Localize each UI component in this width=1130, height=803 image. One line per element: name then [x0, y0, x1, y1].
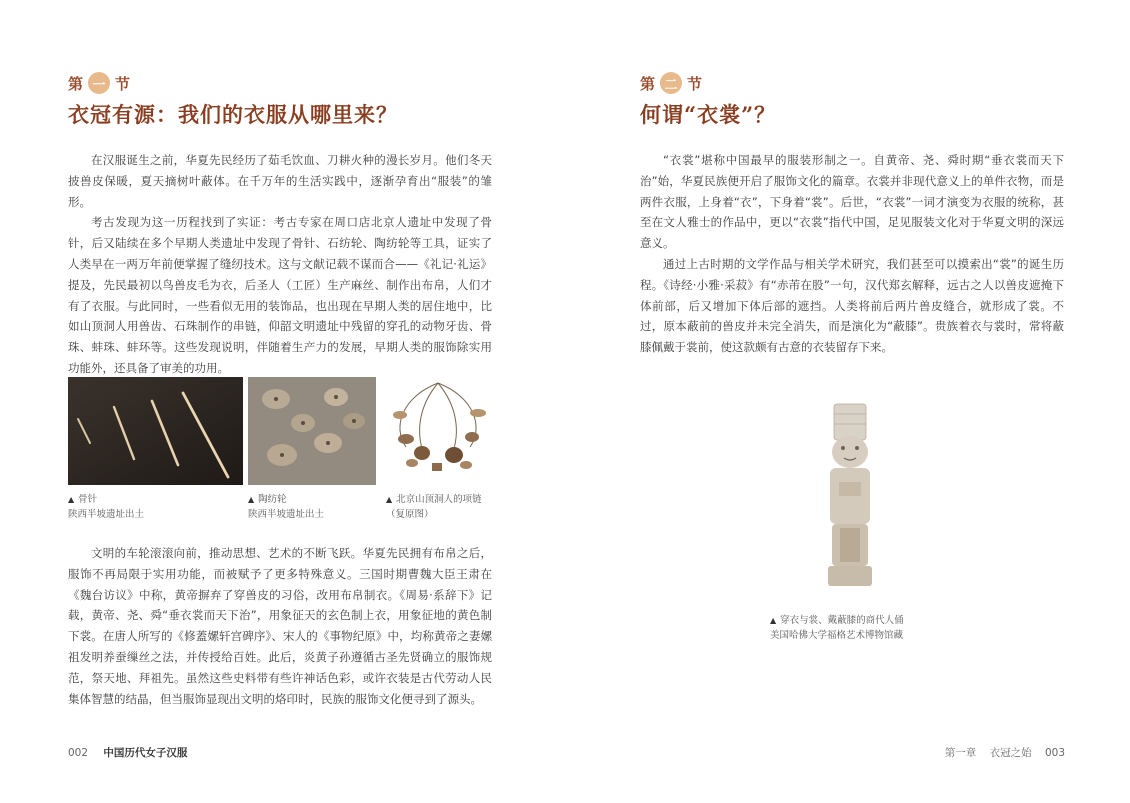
page-number: 003 — [1044, 747, 1065, 759]
caption-marker-icon: ▲ — [386, 495, 393, 504]
right-page — [565, 0, 1130, 803]
paragraph: 文明的车轮滚滚向前，推动思想、艺术的不断飞跃。华夏先民拥有布帛之后，服饰不再局限于实用功能，而被赋予了更多特殊意义。三国时期曹魏大臣王肃在《魏台访议》中称，黄帝摒弃了穿兽皮的习俗，改用布帛制衣。《周易·系辞下》记载，黄帝、尧、舜“垂衣裳而天下治”，用象征天的玄色制上衣，用象征地的黄色制下裳。在唐人所写的《修蓋嫘轩宫碑序》、宋人的《事物纪原》中，均称黄帝之妻嫘祖发明养蚕缫丝之法，并传授给百姓。此后，炎黄子孙遵循古圣先贤确立的服饰规范，祭天地、拜祖先。虽然这些史料带有些许神话色彩，或许衣装是古代劳动人民集体智慧的结晶，但当服饰显现出文明的烙印时，民族的服饰文化便寻到了源头。 — [68, 546, 492, 706]
section-prefix: 第 — [68, 74, 84, 93]
chapter-title: 衣冠之始 — [989, 747, 1032, 759]
right-footer — [945, 745, 1065, 760]
caption-marker-icon: ▲ — [248, 495, 255, 504]
paragraph: 考古发现为这一历程找到了实证：考古专家在周口店北京人遗址中发现了骨针，后又陆续在多个早期人类遗址中发现了骨针、石纺轮、陶纺轮等工具，证实了人类早在一两万年前便掌握了缝纫技术。这与文献记载不谋而合——《礼记·礼运》提及，先民最初以鸟兽皮毛为衣，后圣人（工匠）生产麻丝、制作出布帛，人们才有了衣服。与此同时，一些看似无用的装饰品，也出现在早期人类的居住地中，比如山顶洞人用兽齿、石珠制作的串链，仰韶文明遗址中残留的穿孔的动物牙齿、骨珠、蚌珠、蚌环等。这些发现说明，伴随着生产力的发展，早期人类的服饰除实用功能外，还具备了审美的功用。 — [68, 215, 492, 375]
caption-figurine — [770, 613, 904, 643]
caption-line: 陕西半坡遗址出土 — [68, 509, 145, 520]
section-label — [640, 72, 702, 94]
caption-line: 美国哈佛大学福格艺术博物馆藏 — [770, 630, 904, 641]
caption-line: 陶纺轮 — [258, 494, 287, 505]
body-text-block-2 — [68, 543, 492, 709]
page-number: 002 — [68, 747, 89, 759]
section-title: 衣冠有源：我们的衣服从哪里来？ — [68, 102, 398, 127]
section-prefix: 第 — [640, 74, 656, 93]
section-suffix: 节 — [115, 74, 131, 93]
section-label — [68, 72, 130, 94]
caption-line: （复原图） — [386, 509, 434, 520]
caption-line: 陕西半坡遗址出土 — [248, 509, 325, 520]
caption-spindle-whorl — [248, 492, 324, 522]
caption-bone-needle — [68, 492, 144, 522]
figurine-photo — [810, 400, 890, 595]
paragraph: 在汉服诞生之前，华夏先民经历了茹毛饮血、刀耕火种的漫长岁月。他们冬天披兽皮保暖，夏天摘树叶蔽体。在千万年的生活实践中，逐渐孕育出“服装”的雏形。 — [68, 153, 492, 209]
book-title: 中国历代女子汉服 — [103, 747, 188, 759]
chapter-label: 第一章 — [944, 747, 977, 759]
caption-line: 穿衣与裳、戴蔽膝的商代人俑 — [780, 615, 904, 626]
spindle-whorl-photo — [248, 377, 376, 485]
caption-necklace — [386, 492, 482, 522]
body-text-block — [640, 150, 1064, 358]
section-number-badge: 二 — [660, 72, 682, 94]
section-suffix: 节 — [687, 74, 703, 93]
caption-marker-icon: ▲ — [770, 616, 777, 625]
left-footer — [68, 745, 187, 760]
paragraph: “衣裳”堪称中国最早的服装形制之一。自黄帝、尧、舜时期“垂衣裳而天下治”始，华夏民族便开启了服饰文化的篇章。衣裳并非现代意义上的单件衣物，而是两件衣服，上身着“衣”，下身着“裳”。后世，“衣裳”一词才演变为衣服的统称，甚至在文人雅士的作品中，更以“衣裳”指代中国，足见服装文化对于华夏文明的深远意义。 — [640, 153, 1064, 251]
bone-needle-photo — [68, 377, 243, 485]
section-title: 何谓“衣裳”？ — [640, 102, 777, 127]
section-number-badge: 一 — [88, 72, 110, 94]
necklace-photo — [382, 377, 494, 485]
caption-line: 北京山顶洞人的项链 — [396, 494, 482, 505]
caption-line: 骨针 — [78, 494, 98, 505]
body-text-block — [68, 150, 492, 379]
caption-marker-icon: ▲ — [68, 495, 75, 504]
paragraph: 通过上古时期的文学作品与相关学术研究，我们甚至可以摸索出“裳”的诞生历程。《诗经·小雅·采菽》有“赤芾在股”一句，汉代郑玄解释，远古之人以兽皮遮掩下体前部，后又增加下体后部的遮挡。人类将前后两片兽皮缝合，就形成了裳。不过，原本蔽前的兽皮并未完全消失，而是演化为“蔽膝”。贵族着衣与裳时，常将蔽膝佩戴于裳前，使这款颇有古意的衣装留存下来。 — [640, 256, 1064, 355]
